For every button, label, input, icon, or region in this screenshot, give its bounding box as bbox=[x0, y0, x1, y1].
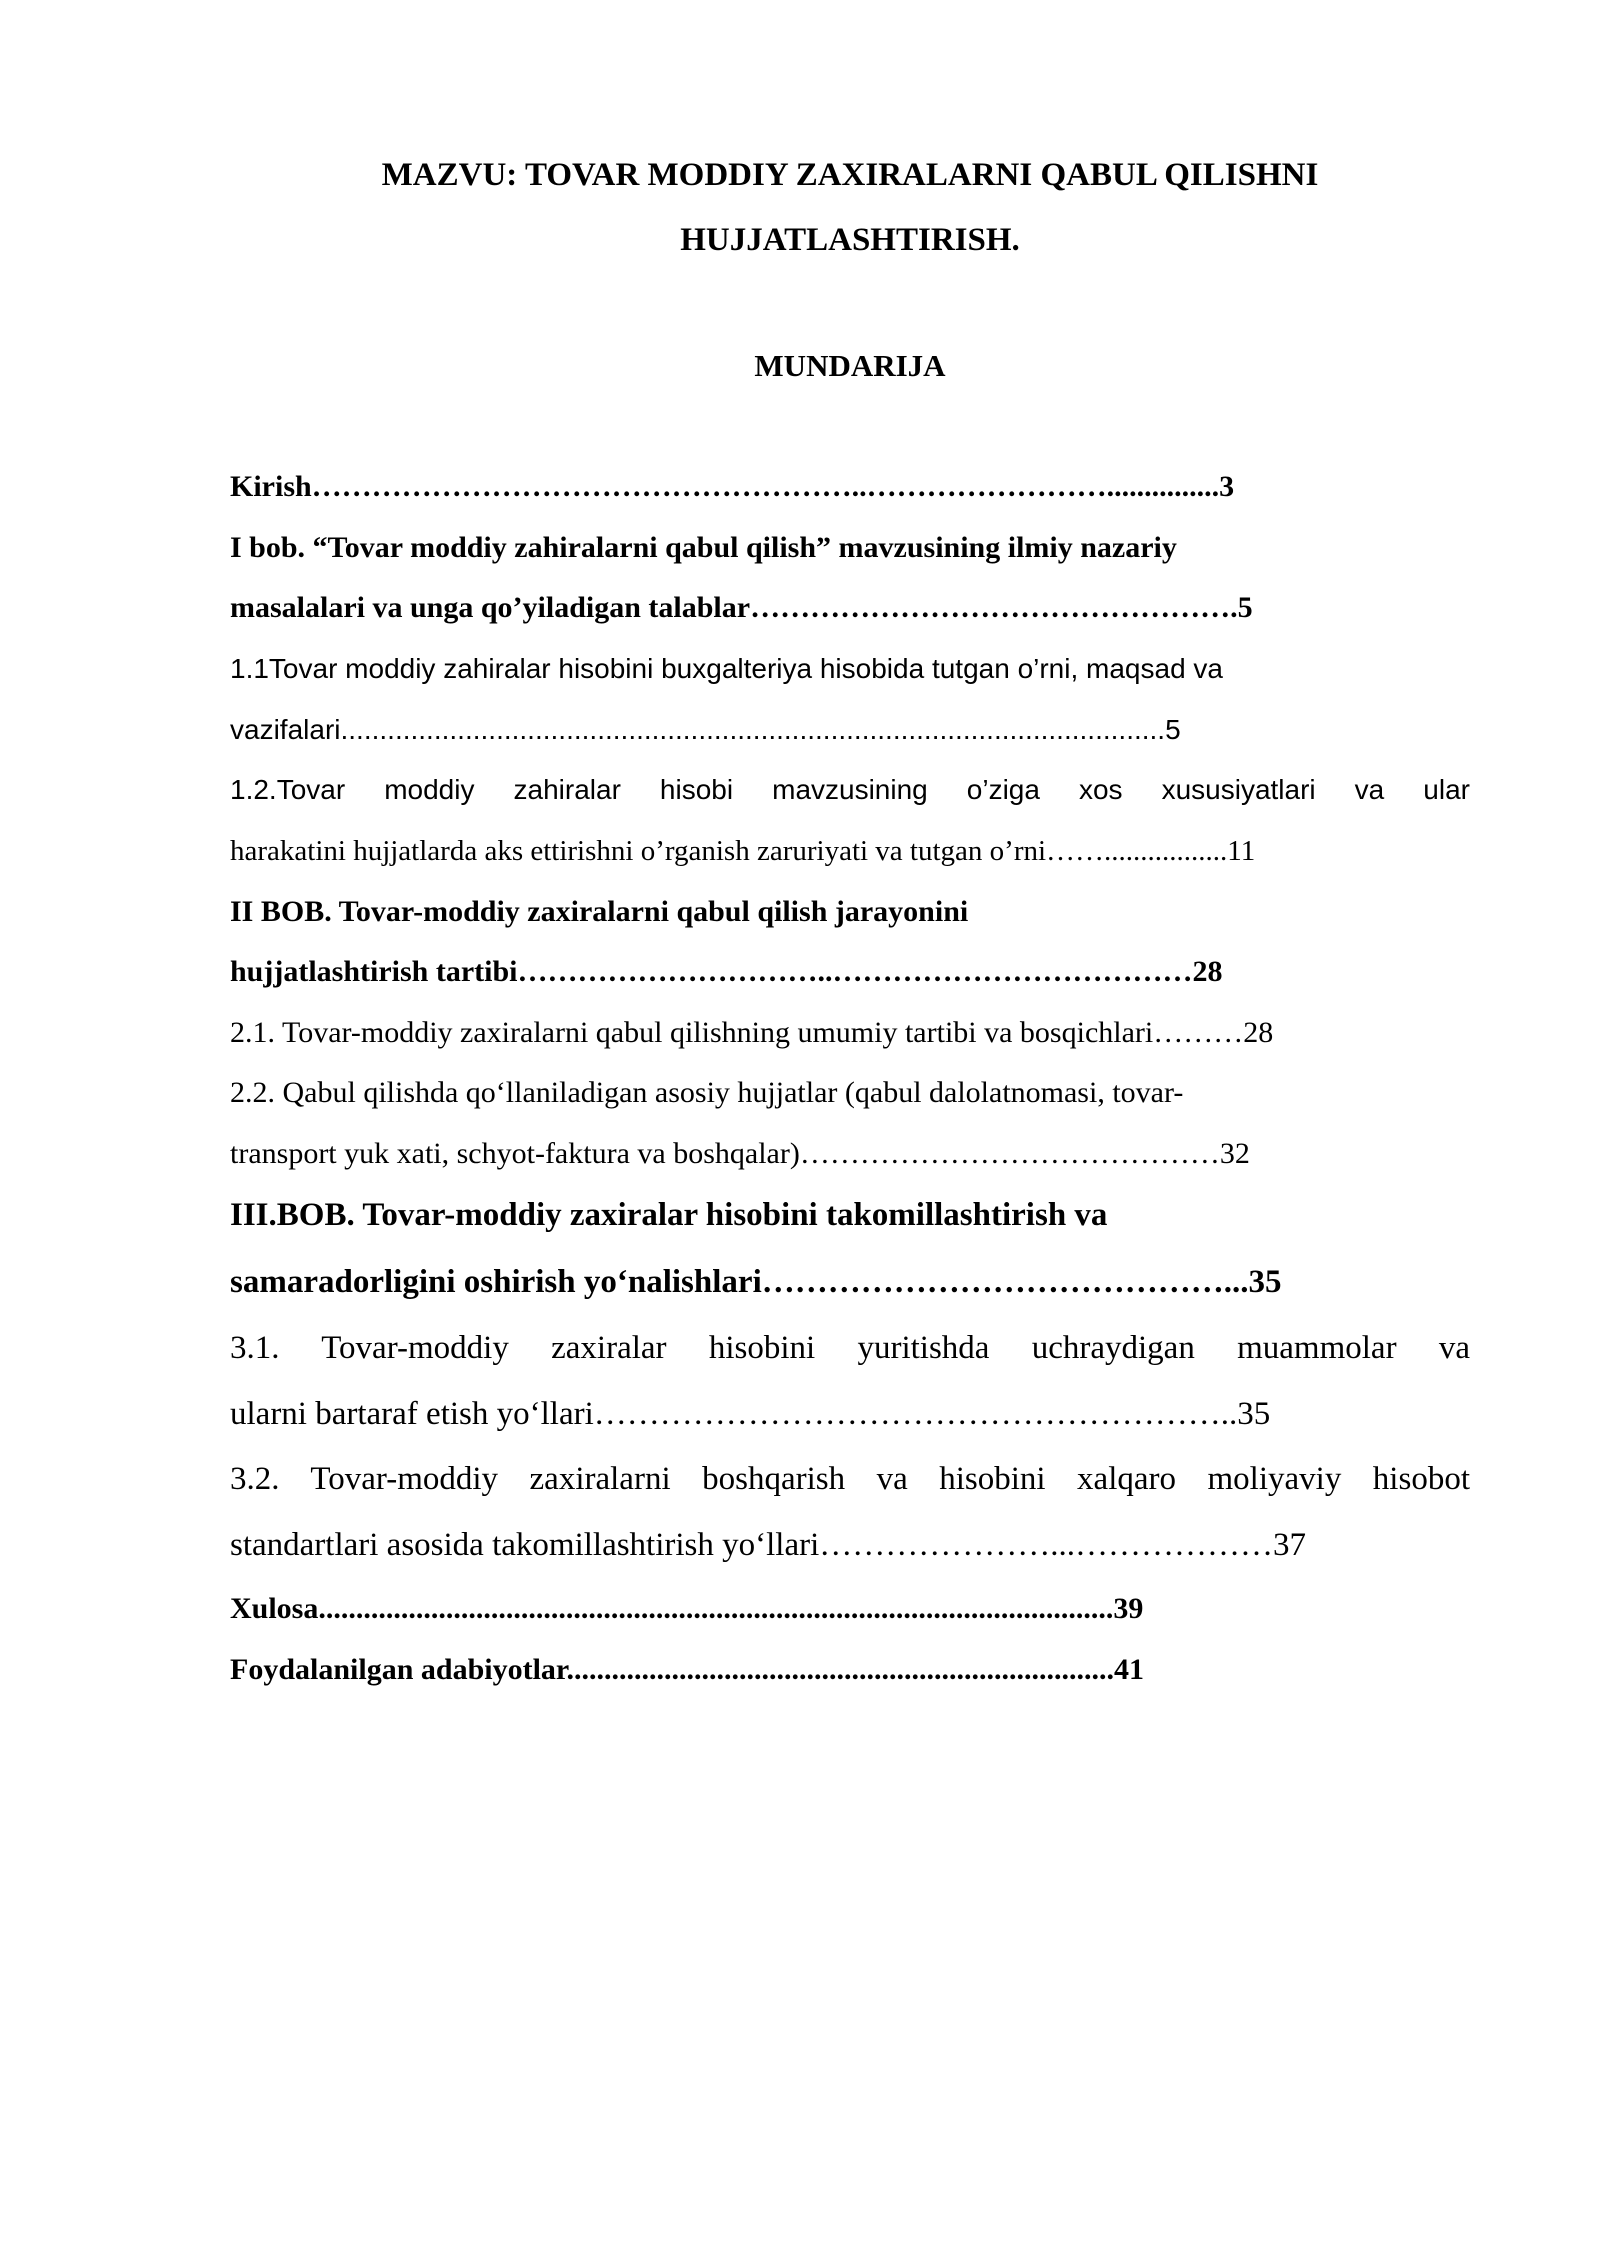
toc-entry-section-3-2-line-1: 3.2. Tovar-moddiy zaxiralarni boshqarish va hisobini xalqaro moliyaviy hisobot bbox=[230, 1461, 1470, 1497]
toc-entry-chapter-2-line-1: II BOB. Tovar-moddiy zaxiralarni qabul qilish jarayonini bbox=[230, 895, 969, 928]
toc-entry-chapter-3-line-2: samaradorligini oshirish yoʻnalishlari……………………………………...35 bbox=[230, 1264, 1282, 1300]
toc-entry-chapter-1-line-2: masalalari va unga qo’yiladigan talablar………………………………………….5 bbox=[230, 591, 1253, 624]
document-title-line-1: MAZVU: TOVAR MODDIY ZAXIRALARNI QABUL QILISHNI bbox=[381, 157, 1319, 193]
toc-entry-chapter-3-line-1: III.BOB. Tovar-moddiy zaxiralar hisobini takomillashtirish va bbox=[230, 1197, 1108, 1233]
toc-entry-section-2-2-line-2: transport yuk xati, schyot-faktura va boshqalar)……………………………………32 bbox=[230, 1137, 1250, 1170]
toc-entry-chapter-1-line-1: I bob. “Tovar moddiy zahiralarni qabul qilish” mavzusining ilmiy nazariy bbox=[230, 531, 1177, 564]
document-title-line-2: HUJJATLASHTIRISH. bbox=[680, 222, 1020, 258]
toc-entry-chapter-2-line-2: hujjatlashtirish tartibi…………………………..………………………………28 bbox=[230, 955, 1223, 988]
toc-entry-introduction: Kirish………………………………………………..……………………...............3 bbox=[230, 470, 1235, 503]
toc-entry-section-1-1-line-2: vazifalari..........................................................................................................5 bbox=[230, 714, 1181, 745]
toc-entry-section-3-1-line-1: 3.1. Tovar-moddiy zaxiralar hisobini yuritishda uchraydigan muammolar va bbox=[230, 1330, 1470, 1366]
toc-entry-section-1-2-line-2: harakatini hujjatlarda aks ettirishni o’rganish zaruriyati va tutgan o’rni…….................11 bbox=[230, 835, 1256, 867]
toc-entry-section-1-1-line-1: 1.1Tovar moddiy zahiralar hisobini buxgalteriya hisobida tutgan o’rni, maqsad va bbox=[230, 653, 1224, 684]
toc-entry-references: Foydalanilgan adabiyotlar.........................................................................41 bbox=[230, 1653, 1144, 1686]
toc-entry-conclusion: Xulosa..........................................................................................................39 bbox=[230, 1592, 1144, 1625]
toc-entry-section-3-2-line-2: standartlari asosida takomillashtirish yoʻllari…………………...………………37 bbox=[230, 1527, 1307, 1563]
toc-entry-section-2-2-line-1: 2.2. Qabul qilishda qoʻllaniladigan asosiy hujjatlar (qabul dalolatnomasi, tovar- bbox=[230, 1076, 1184, 1109]
toc-entry-section-1-2-line-1: 1.2.Tovar moddiy zahiralar hisobi mavzusining o’ziga xos xususiyatlari va ular bbox=[230, 774, 1470, 805]
toc-entry-section-3-1-line-2: ularni bartaraf etish yoʻllari…………………………………………………..35 bbox=[230, 1396, 1271, 1432]
contents-heading: MUNDARIJA bbox=[754, 348, 946, 383]
toc-entry-section-2-1: 2.1. Tovar-moddiy zaxiralarni qabul qilishning umumiy tartibi va bosqichlari………28 bbox=[230, 1016, 1274, 1049]
